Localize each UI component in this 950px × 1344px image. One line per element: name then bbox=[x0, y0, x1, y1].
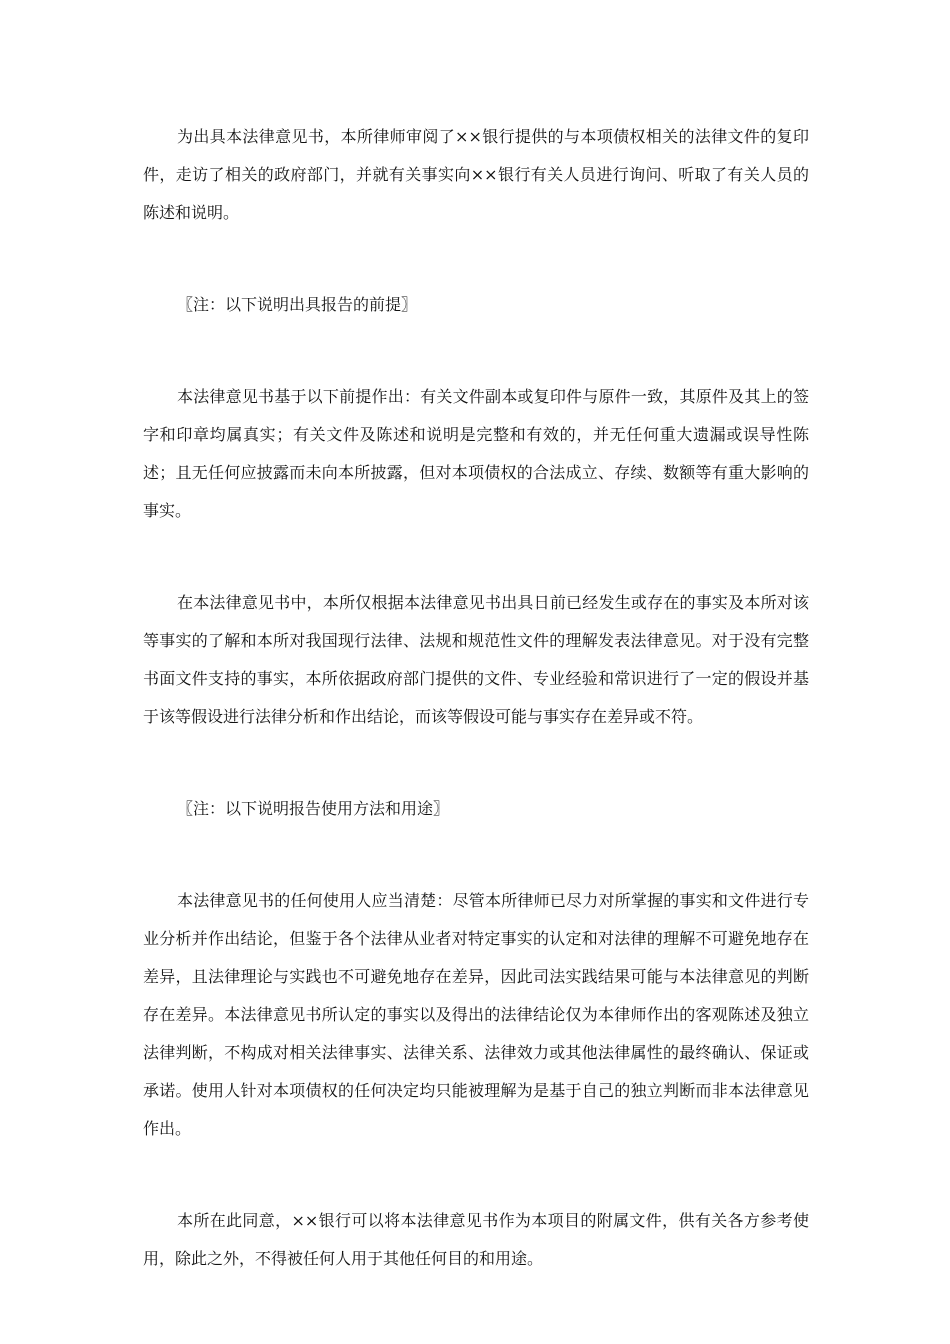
note-report-usage: 〖注：以下说明报告使用方法和用途〗 bbox=[177, 799, 450, 818]
paragraph-gap bbox=[143, 324, 809, 378]
paragraph-user-notice: 本法律意见书的任何使用人应当清楚：尽管本所律师已尽力对所掌握的事实和文件进行专业分析并作出结论，但鉴于各个法律从业者对特定事实的认定和对法律的理解不可避免地存在差异，且法律理论与实践也不可避免地存在差异，因此司法实践结果可能与本法律意见的判断存在差异。本法律意见书所认定的事实以及得出的法律结论仅为本律师作出的客观陈述及独立法律判断，不构成对相关法律事实、法律关系、法律效力或其他法律属性的最终确认、保证或承诺。使用人针对本项债权的任何决定均只能被理解为是基于自己的独立判断而非本法律意见作出。 bbox=[143, 891, 809, 1138]
paragraph-gap bbox=[143, 232, 809, 286]
paragraph-gap bbox=[143, 736, 809, 790]
note-report-premise: 〖注：以下说明出具报告的前提〗 bbox=[177, 295, 418, 314]
paragraph-premises: 本法律意见书基于以下前提作出：有关文件副本或复印件与原件一致，其原件及其上的签字和印章均属真实；有关文件及陈述和说明是完整和有效的，并无任何重大遗漏或误导性陈述；且无任何应披露而未向本所披露，但对本项债权的合法成立、存续、数额等有重大影响的事实。 bbox=[143, 387, 809, 520]
paragraph-consent-of-use: 本所在此同意，××银行可以将本法律意见书作为本项目的附属文件，供有关各方参考使用，除此之外，不得被任何人用于其他任何目的和用途。 bbox=[143, 1211, 809, 1268]
document-page bbox=[143, 118, 809, 1278]
paragraph-gap bbox=[143, 1148, 809, 1202]
paragraph-gap bbox=[143, 530, 809, 584]
paragraph-gap bbox=[143, 828, 809, 882]
paragraph-basis-of-opinion: 在本法律意见书中，本所仅根据本法律意见书出具日前已经发生或存在的事实及本所对该等事实的了解和本所对我国现行法律、法规和规范性文件的理解发表法律意见。对于没有完整书面文件支持的事实，本所依据政府部门提供的文件、专业经验和常识进行了一定的假设并基于该等假设进行法律分析和作出结论，而该等假设可能与事实存在差异或不符。 bbox=[143, 593, 809, 726]
paragraph-review-scope: 为出具本法律意见书，本所律师审阅了××银行提供的与本项债权相关的法律文件的复印件，走访了相关的政府部门，并就有关事实向××银行有关人员进行询问、听取了有关人员的陈述和说明。 bbox=[143, 127, 809, 222]
